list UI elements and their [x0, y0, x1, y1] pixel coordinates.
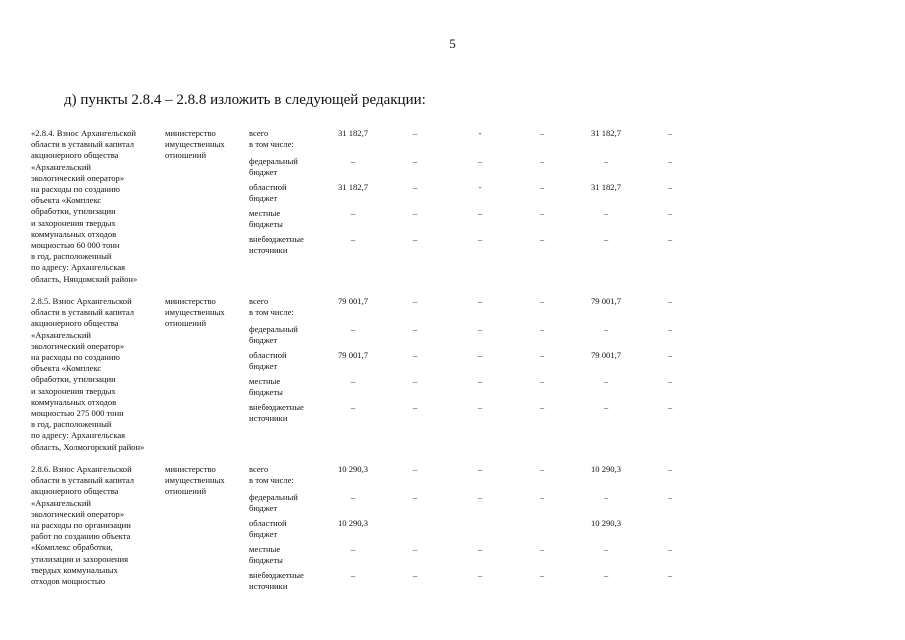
- amount-cell: –: [412, 208, 418, 218]
- amount-cell: –: [667, 350, 673, 360]
- amount-cell: –: [603, 324, 609, 334]
- description-line: коммунальных отходов: [31, 228, 117, 239]
- amount-cell: –: [539, 208, 545, 218]
- description-line: по адресу: Архангельская: [31, 430, 126, 441]
- amount-cell: 79 001,7: [590, 350, 622, 360]
- amount-cell: 10 290,3: [337, 464, 369, 474]
- funding-row: [0, 518, 905, 544]
- funding-source: [249, 156, 319, 178]
- funding-row: [0, 182, 905, 208]
- funding-source-line: бюджет: [249, 167, 278, 178]
- description-line: 2.8.5. Взнос Архангельской: [31, 296, 132, 306]
- amount-cell: –: [350, 324, 356, 334]
- amount-cell: –: [539, 182, 545, 192]
- funding-source: [249, 402, 319, 424]
- amount-cell: –: [477, 208, 483, 218]
- funding-row: [0, 544, 905, 570]
- amount-cell: 31 182,7: [590, 182, 622, 192]
- funding-source: [249, 234, 319, 256]
- amount-cell: –: [477, 350, 483, 360]
- amount-cell: 31 182,7: [337, 182, 369, 192]
- executor-line: министерство: [165, 464, 216, 474]
- amount-cell: –: [603, 544, 609, 554]
- amount-cell: –: [667, 570, 673, 580]
- description-line: акционерного общества: [31, 150, 119, 161]
- executor-line: отношений: [165, 318, 207, 329]
- description-line: на расходы по организации: [31, 520, 131, 531]
- amount-cell: –: [412, 234, 418, 244]
- amount-cell: –: [477, 234, 483, 244]
- amount-cell: –: [350, 492, 356, 502]
- amount-cell: –: [667, 182, 673, 192]
- funding-source-line: внебюджетные: [249, 234, 304, 244]
- amount-cell: –: [539, 464, 545, 474]
- description-line: мощностью 60 000 тонн: [31, 240, 120, 251]
- amount-cell: –: [350, 234, 356, 244]
- amount-cell: –: [539, 492, 545, 502]
- amount-cell: –: [350, 208, 356, 218]
- description-line: отходов мощностью: [31, 576, 106, 587]
- funding-row: [0, 402, 905, 428]
- executor-line: отношений: [165, 150, 207, 161]
- funding-row: [0, 464, 905, 490]
- description-line: и захоронения твердых: [31, 385, 116, 396]
- amount-cell: –: [667, 234, 673, 244]
- amount-cell: –: [412, 464, 418, 474]
- description-line: мощностью 275 000 тонн: [31, 408, 124, 419]
- funding-source-line: бюджет: [249, 503, 278, 514]
- funding-row: [0, 570, 905, 596]
- description-line: обработки, утилизации: [31, 374, 116, 385]
- funding-source-line: бюджеты: [249, 555, 283, 566]
- amount-cell: –: [350, 544, 356, 554]
- executor-line: имущественных: [165, 475, 225, 486]
- description-line: экологический оператор»: [31, 508, 125, 519]
- funding-source-line: в том числе:: [249, 307, 294, 318]
- funding-source-line: источники: [249, 413, 288, 424]
- description-line: объекта «Комплекс: [31, 195, 102, 206]
- amount-cell: –: [667, 492, 673, 502]
- executor-line: министерство: [165, 128, 216, 138]
- funding-row: [0, 234, 905, 260]
- description-line: коммунальных отходов: [31, 396, 117, 407]
- amount-cell: –: [667, 208, 673, 218]
- funding-row: [0, 492, 905, 518]
- amount-cell: 10 290,3: [590, 464, 622, 474]
- amount-cell: –: [477, 156, 483, 166]
- description-line: на расходы по созданию: [31, 352, 120, 363]
- funding-source: [249, 296, 319, 318]
- executor-line: министерство: [165, 296, 216, 306]
- description-line: области в уставный капитал: [31, 139, 135, 150]
- funding-source-line: бюджеты: [249, 219, 283, 230]
- amount-cell: –: [667, 464, 673, 474]
- funding-source-line: местные: [249, 208, 281, 218]
- amount-cell: –: [412, 128, 418, 138]
- description-line: 2.8.6. Взнос Архангельской: [31, 464, 132, 474]
- description-line: экологический оператор»: [31, 172, 125, 183]
- amount-cell: –: [603, 208, 609, 218]
- funding-source-line: внебюджетные: [249, 570, 304, 580]
- amount-cell: -: [478, 182, 482, 192]
- executor-line: имущественных: [165, 139, 225, 150]
- amount-cell: -: [478, 128, 482, 138]
- funding-source-line: областной: [249, 350, 287, 360]
- funding-source-line: всего: [249, 464, 269, 474]
- amount-cell: –: [412, 492, 418, 502]
- funding-row: [0, 324, 905, 350]
- amount-cell: –: [603, 402, 609, 412]
- funding-row: [0, 376, 905, 402]
- funding-source: [249, 128, 319, 150]
- amount-cell: 31 182,7: [337, 128, 369, 138]
- description-line: акционерного общества: [31, 318, 119, 329]
- executor-line: имущественных: [165, 307, 225, 318]
- funding-source: [249, 376, 319, 398]
- description-line: объекта «Комплекс: [31, 363, 102, 374]
- amount-cell: 79 001,7: [590, 296, 622, 306]
- amount-cell: –: [603, 156, 609, 166]
- amount-cell: –: [412, 350, 418, 360]
- description-line: в год, расположенный: [31, 419, 112, 430]
- description-line: акционерного общества: [31, 486, 119, 497]
- amount-cell: –: [350, 402, 356, 412]
- amount-cell: –: [603, 234, 609, 244]
- amount-cell: –: [477, 544, 483, 554]
- description-line: и захоронения твердых: [31, 217, 116, 228]
- amount-cell: –: [539, 296, 545, 306]
- executor-line: отношений: [165, 486, 207, 497]
- description-line: «Архангельский: [31, 497, 92, 508]
- funding-row: [0, 350, 905, 376]
- funding-source-line: бюджет: [249, 529, 278, 540]
- amount-cell: –: [667, 402, 673, 412]
- description-line: твердых коммунальных: [31, 564, 118, 575]
- amount-cell: –: [477, 570, 483, 580]
- funding-source-line: областной: [249, 182, 287, 192]
- amount-cell: –: [412, 296, 418, 306]
- amount-cell: –: [477, 324, 483, 334]
- amount-cell: –: [350, 570, 356, 580]
- description-line: «2.8.4. Взнос Архангельской: [31, 128, 136, 138]
- amount-cell: –: [412, 570, 418, 580]
- amount-cell: –: [539, 402, 545, 412]
- description-line: область, Няндомский район»: [31, 273, 138, 284]
- page-number: 5: [449, 36, 456, 51]
- amount-cell: –: [477, 402, 483, 412]
- amount-cell: –: [539, 350, 545, 360]
- funding-source: [249, 544, 319, 566]
- funding-source-line: местные: [249, 544, 281, 554]
- amount-cell: 10 290,3: [337, 518, 369, 528]
- funding-source-line: бюджет: [249, 193, 278, 204]
- amount-cell: –: [539, 544, 545, 554]
- funding-source-line: источники: [249, 581, 288, 592]
- funding-source: [249, 492, 319, 514]
- funding-source-line: местные: [249, 376, 281, 386]
- description-line: «Комплекс обработки,: [31, 542, 113, 553]
- description-line: обработки, утилизации: [31, 206, 116, 217]
- funding-source-line: источники: [249, 245, 288, 256]
- funding-row: [0, 296, 905, 322]
- funding-source: [249, 182, 319, 204]
- amount-cell: –: [667, 544, 673, 554]
- amount-cell: –: [539, 156, 545, 166]
- amount-cell: 31 182,7: [590, 128, 622, 138]
- amount-cell: –: [539, 376, 545, 386]
- amount-cell: 10 290,3: [590, 518, 622, 528]
- funding-source-line: всего: [249, 128, 269, 138]
- amount-cell: –: [539, 570, 545, 580]
- funding-source-line: всего: [249, 296, 269, 306]
- amount-cell: –: [667, 156, 673, 166]
- amount-cell: –: [412, 402, 418, 412]
- funding-source: [249, 464, 319, 486]
- amount-cell: –: [477, 296, 483, 306]
- funding-source-line: в том числе:: [249, 139, 294, 150]
- amount-cell: –: [350, 376, 356, 386]
- amount-cell: –: [477, 492, 483, 502]
- funding-source: [249, 570, 319, 592]
- amount-cell: –: [539, 234, 545, 244]
- funding-source: [249, 350, 319, 372]
- amount-cell: –: [667, 376, 673, 386]
- funding-source: [249, 208, 319, 230]
- amount-cell: –: [539, 324, 545, 334]
- funding-source-line: федеральный: [249, 156, 298, 166]
- funding-row: [0, 208, 905, 234]
- funding-source-line: внебюджетные: [249, 402, 304, 412]
- description-line: область, Холмогорский район»: [31, 441, 145, 452]
- amount-cell: –: [603, 570, 609, 580]
- funding-source-line: федеральный: [249, 324, 298, 334]
- description-line: «Архангельский: [31, 161, 92, 172]
- description-line: на расходы по созданию: [31, 184, 120, 195]
- description-line: в год, расположенный: [31, 251, 112, 262]
- amount-cell: –: [667, 128, 673, 138]
- funding-row: [0, 128, 905, 154]
- amount-cell: 79 001,7: [337, 350, 369, 360]
- amount-cell: –: [350, 156, 356, 166]
- funding-row: [0, 156, 905, 182]
- description-line: «Архангельский: [31, 329, 92, 340]
- amount-cell: –: [412, 156, 418, 166]
- description-line: области в уставный капитал: [31, 307, 135, 318]
- description-line: области в уставный капитал: [31, 475, 135, 486]
- funding-source-line: бюджет: [249, 335, 278, 346]
- amount-cell: –: [412, 182, 418, 192]
- amount-cell: –: [412, 324, 418, 334]
- funding-source: [249, 518, 319, 540]
- amount-cell: –: [412, 544, 418, 554]
- amount-cell: –: [412, 376, 418, 386]
- amount-cell: –: [603, 376, 609, 386]
- amount-cell: 79 001,7: [337, 296, 369, 306]
- amount-cell: –: [667, 324, 673, 334]
- funding-source: [249, 324, 319, 346]
- funding-source-line: федеральный: [249, 492, 298, 502]
- description-line: по адресу: Архангельская: [31, 262, 126, 273]
- amount-cell: –: [603, 492, 609, 502]
- funding-source-line: бюджеты: [249, 387, 283, 398]
- amount-cell: –: [477, 376, 483, 386]
- amount-cell: –: [667, 296, 673, 306]
- funding-source-line: областной: [249, 518, 287, 528]
- description-line: работ по созданию объекта: [31, 531, 131, 542]
- funding-source-line: в том числе:: [249, 475, 294, 486]
- description-line: экологический оператор»: [31, 340, 125, 351]
- amount-cell: –: [539, 128, 545, 138]
- funding-source-line: бюджет: [249, 361, 278, 372]
- amendment-heading: д) пункты 2.8.4 – 2.8.8 изложить в следующей редакции:: [64, 92, 426, 108]
- amount-cell: –: [477, 464, 483, 474]
- description-line: утилизации и захоронения: [31, 553, 129, 564]
